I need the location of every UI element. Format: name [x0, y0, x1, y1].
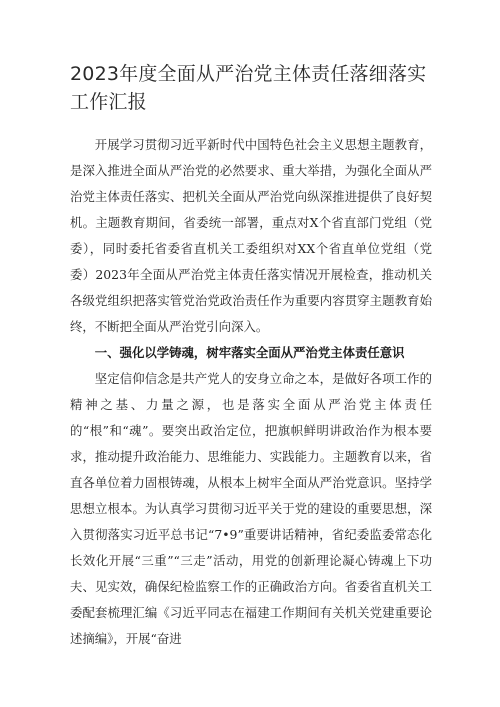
document-title: 2023年度全面从严治党主体责任落细落实工作汇报	[70, 63, 427, 113]
section-paragraph: 坚定信仰信念是共产党人的安身立命之本，是做好各项工作的精神之基、力量之源，也是落实全面从严治党主体责任的“根”和“魂”。要突出政治定位，把旗帜鲜明讲政治作为根本要求，推动提升政治能力、思维能力、实践能力。主题教育以来，省直各单位着力固根铸魂，从根本上树牢全面从严治党意识。坚持学思想立根本。为认真学习贯彻习近平关于党的建设的重要思想，深入贯彻落实习近平总书记“7•9”重要讲话精神，省纪委监委常态化长效化开展“三重”“三走”活动，用党的创新理论凝心铸魂上下功夫、见实效，确保纪检监察工作的正确政治方向。省委省直机关工委配套梳理汇编《习近平同志在福建工作期间有关机关党建重要论述摘编》，开展“奋进	[70, 371, 432, 646]
document-body	[70, 132, 432, 652]
intro-paragraph: 开展学习贯彻习近平新时代中国特色社会主义思想主题教育，是深入推进全面从严治党的必然要求、重大举措，为强化全面从严治党主体责任落实、把机关全面从严治党向纵深推进提供了良好契机。主题教育期间，省委统一部署，重点对X个省直部门党组（党委），同时委托省委省直机关工委组织对XX个省直单位党组（党委）2023年全面从严治党主体责任落实情况开展检查，推动机关各级党组织把落实管党治党政治责任作为重要内容贯穿主题教育始终，不断把全面从严治党引向深入。	[70, 137, 432, 334]
section-heading: 一、强化以学铸魂，树牢落实全面从严治党主体责任意识	[94, 345, 405, 360]
